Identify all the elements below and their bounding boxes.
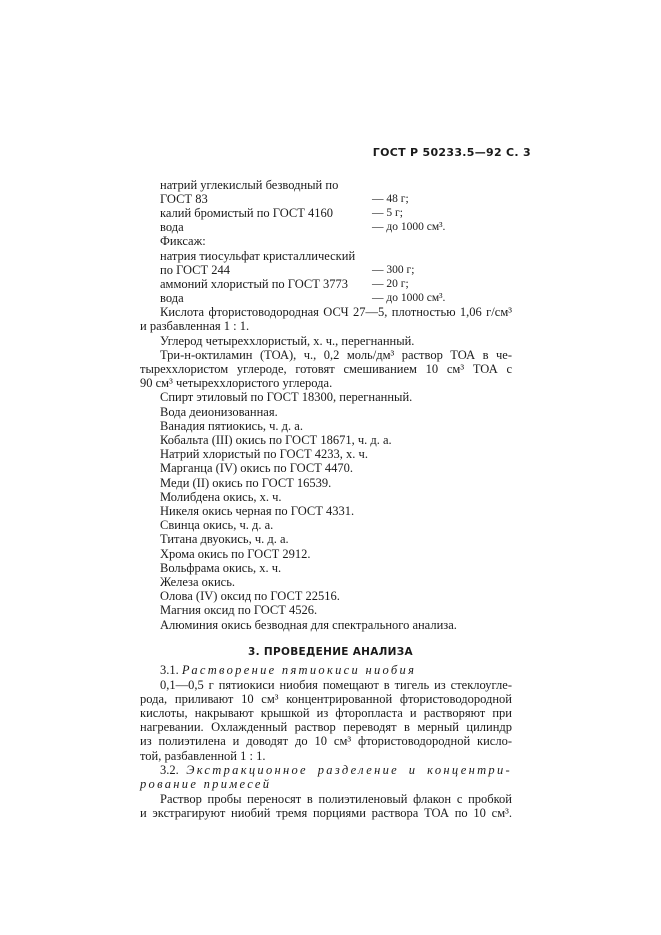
list-item: Молибдена окись, х. ч. [160, 490, 282, 504]
subsection-title: Растворение пятиокиси ниобия [181, 663, 417, 677]
section-title: 3. ПРОВЕДЕНИЕ АНАЛИЗА [248, 646, 413, 658]
table-label: по ГОСТ 244 [160, 263, 231, 277]
page-header: ГОСТ Р 50233.5—92 С. 3 [372, 146, 531, 159]
list-item: Натрий хлористый по ГОСТ 4233, х. ч. [160, 447, 368, 461]
paragraph-line: рода, приливают 10 см³ концентрированной фтористоводородной [140, 692, 512, 706]
table-label: ГОСТ 83 [160, 192, 208, 206]
list-item: Хрома окись по ГОСТ 2912. [160, 547, 311, 561]
list-item: Вольфрама окись, х. ч. [160, 561, 282, 575]
subsection-number: 3.2. [160, 763, 179, 777]
subsection-title: Экстракционное разделение и концентри- [186, 763, 512, 777]
paragraph-line: и экстрагируют ниобий тремя порциями раствора ТОА по 10 см³. [140, 806, 512, 820]
subsection-title-cont: рование примесей [140, 777, 272, 791]
list-item: Титана двуокись, ч. д. а. [160, 532, 289, 546]
list-item: Олова (IV) оксид по ГОСТ 22516. [160, 589, 340, 603]
acid-line: и разбавленная 1 : 1. [140, 319, 250, 333]
list-item: Вода деионизованная. [160, 405, 278, 419]
carbon-line: Углерод четыреххлористый, х. ч., перегнанный. [160, 334, 415, 348]
list-item: Железа окись. [160, 575, 236, 589]
paragraph-line: Раствор пробы переносят в полиэтиленовый флакон с пробкой [160, 792, 512, 806]
list-item: Спирт этиловый по ГОСТ 18300, перегнанный. [160, 390, 413, 404]
list-item: Ванадия пятиокись, ч. д. а. [160, 419, 303, 433]
table-label: Фиксаж: [160, 234, 206, 248]
subsection-3-1-heading [160, 663, 512, 677]
table-label: вода [160, 220, 184, 234]
subsection-number: 3.1. [160, 663, 179, 677]
paragraph-line: нагревании. Охлажденный раствор переводят в мерный цилиндр [140, 720, 512, 734]
subsection-3-2-heading [160, 763, 512, 777]
paragraph-line: кислоты, накрывают крышкой из фторопласта и растворяют при [140, 706, 512, 720]
table-value: — 48 г; [372, 193, 409, 205]
list-item: Кобальта (III) окись по ГОСТ 18671, ч. д. а. [160, 433, 392, 447]
list-item: Свинца окись, ч. д. а. [160, 518, 274, 532]
list-item: Меди (II) окись по ГОСТ 16539. [160, 476, 332, 490]
toa-line: Три-н-октиламин (ТОА), ч., 0,2 моль/дм³ раствор ТОА в че- [160, 348, 512, 362]
table-label: калий бромистый по ГОСТ 4160 [160, 206, 333, 220]
table-label: натрия тиосульфат кристаллический [160, 249, 356, 263]
acid-line: Кислота фтористоводородная ОСЧ 27—5, плотностью 1,06 г/см³ [160, 305, 512, 319]
table-label: натрий углекислый безводный по [160, 178, 339, 192]
table-value: — до 1000 см³. [372, 292, 446, 304]
paragraph-line: из полиэтилена и доводят до 10 см³ фтористоводородной кисло- [140, 734, 512, 748]
list-item: Марганца (IV) окись по ГОСТ 4470. [160, 461, 354, 475]
table-value: — 300 г; [372, 264, 415, 276]
paragraph-line: 0,1—0,5 г пятиокиси ниобия помещают в тигель из стеклоугле- [160, 678, 512, 692]
table-label: аммоний хлористый по ГОСТ 3773 [160, 277, 348, 291]
list-item: Никеля окись черная по ГОСТ 4331. [160, 504, 355, 518]
list-item: Алюминия окись безводная для спектрального анализа. [160, 618, 457, 632]
toa-line: 90 см³ четыреххлористого углерода. [140, 376, 333, 390]
table-value: — 5 г; [372, 207, 403, 219]
table-value: — 20 г; [372, 278, 409, 290]
table-label: вода [160, 291, 184, 305]
list-item: Магния оксид по ГОСТ 4526. [160, 603, 318, 617]
toa-line: тыреххлористом углероде, готовят смешиванием 10 см³ ТОА с [140, 362, 512, 376]
table-value: — до 1000 см³. [372, 221, 446, 233]
paragraph-line: той, разбавленной 1 : 1. [140, 749, 266, 763]
